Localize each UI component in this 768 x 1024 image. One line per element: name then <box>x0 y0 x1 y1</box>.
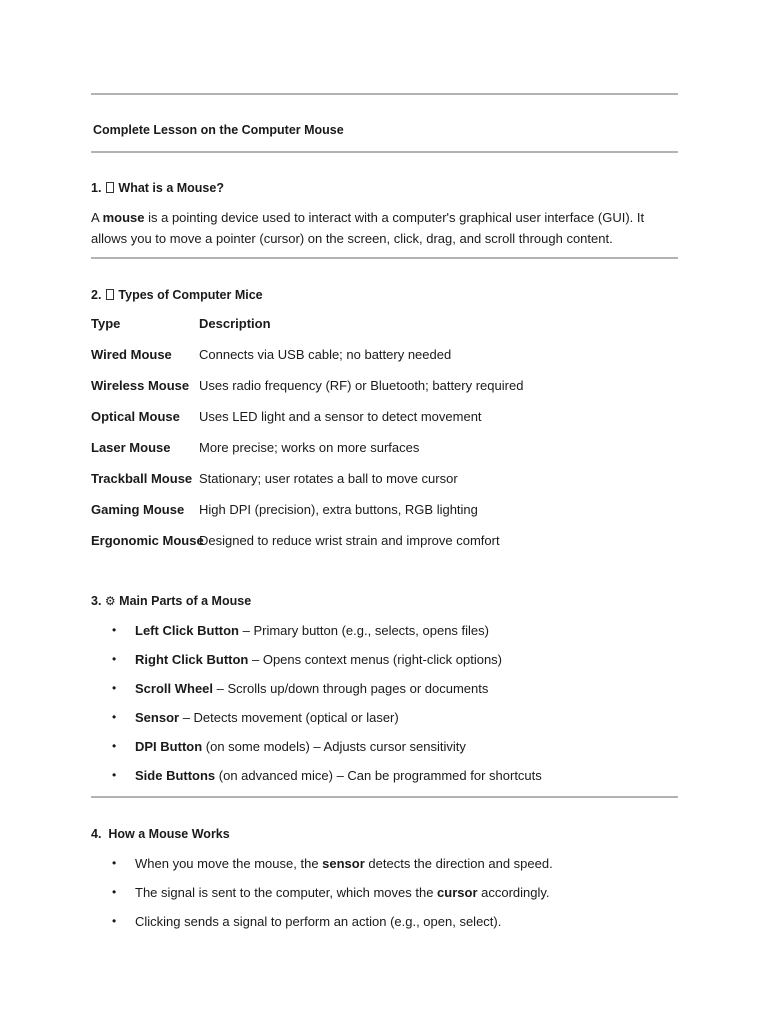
mouse-types-table <box>91 314 678 562</box>
list-item-text: – Scrolls up/down through pages or documents <box>213 681 489 696</box>
table-cell-description: High DPI (precision), extra buttons, RGB lighting <box>199 502 478 517</box>
how-it-works-list <box>91 856 678 943</box>
list-item <box>91 623 678 652</box>
section-1-heading <box>91 181 224 195</box>
column-header-description: Description <box>199 316 271 331</box>
list-item <box>91 739 678 768</box>
section-2-title: Types of Computer Mice <box>118 288 263 302</box>
table-row <box>91 438 678 469</box>
list-item <box>91 681 678 710</box>
table-row <box>91 500 678 531</box>
list-item <box>91 768 678 797</box>
list-item-text: (on some models) – Adjusts cursor sensitivity <box>202 739 466 754</box>
list-item-text: The signal is sent to the computer, which moves the <box>135 885 438 900</box>
list-item-term: cursor <box>437 885 478 900</box>
document-title: Complete Lesson on the Computer Mouse <box>93 123 344 137</box>
bullet-icon: • <box>112 914 117 928</box>
table-row <box>91 407 678 438</box>
table-row <box>91 376 678 407</box>
bullet-icon: • <box>112 885 117 899</box>
section-3-title: Main Parts of a Mouse <box>119 594 252 608</box>
table-row <box>91 531 678 562</box>
list-item-text: – Primary button (e.g., selects, opens files) <box>239 623 489 638</box>
bullet-icon: • <box>112 768 117 782</box>
bullet-icon: • <box>112 710 117 724</box>
list-item-text: – Detects movement (optical or laser) <box>179 710 399 725</box>
list-item <box>91 856 678 885</box>
paragraph-text: A <box>91 210 103 225</box>
table-cell-description: Stationary; user rotates a ball to move cursor <box>199 471 458 486</box>
column-header-type: Type <box>91 316 121 331</box>
table-cell-type: Trackball Mouse <box>91 471 193 486</box>
table-header-row <box>91 314 678 345</box>
paragraph-bold-term: mouse <box>102 210 145 225</box>
table-cell-type: Laser Mouse <box>91 440 171 455</box>
list-item <box>91 710 678 739</box>
table-cell-type: Wired Mouse <box>91 347 172 362</box>
list-item-term: sensor <box>322 856 365 871</box>
bullet-icon: • <box>112 856 117 870</box>
bullet-icon: • <box>112 652 117 666</box>
list-item-term: Right Click Button <box>135 652 249 667</box>
gear-icon: ⚙ <box>104 594 116 608</box>
bullet-icon: • <box>112 681 117 695</box>
section-2-heading <box>91 288 263 302</box>
bullet-icon: • <box>112 739 117 753</box>
list-item-text: detects the direction and speed. <box>364 856 553 871</box>
table-cell-description: Designed to reduce wrist strain and improve comfort <box>199 533 500 548</box>
section-4-number: 4. <box>91 827 102 841</box>
list-item-term: Scroll Wheel <box>135 681 214 696</box>
table-row <box>91 469 678 500</box>
section-4-title: How a Mouse Works <box>108 827 230 841</box>
list-item <box>91 885 678 914</box>
list-item-text: accordingly. <box>477 885 550 900</box>
horizontal-rule <box>91 93 678 95</box>
section-1-title: What is a Mouse? <box>118 181 224 195</box>
table-cell-description: Uses LED light and a sensor to detect movement <box>199 409 482 424</box>
section-3-number: 3. <box>91 594 102 608</box>
table-cell-type: Ergonomic Mouse <box>91 533 204 548</box>
missing-glyph-icon <box>106 289 114 300</box>
list-item-text: When you move the mouse, the <box>135 856 323 871</box>
table-cell-type: Optical Mouse <box>91 409 180 424</box>
bullet-icon: • <box>112 623 117 637</box>
table-cell-description: Connects via USB cable; no battery needed <box>199 347 452 362</box>
section-3-heading <box>91 594 251 608</box>
table-cell-description: More precise; works on more surfaces <box>199 440 420 455</box>
list-item-text: – Opens context menus (right-click options) <box>248 652 502 667</box>
table-cell-type: Gaming Mouse <box>91 502 185 517</box>
list-item <box>91 914 678 943</box>
list-item-term: DPI Button <box>135 739 203 754</box>
paragraph-text: is a pointing device used to interact with a computer's graphical user interface (GUI). It allows you to move a pointer (cursor) on the screen, click, drag, and scroll through content. <box>91 210 645 246</box>
table-row <box>91 345 678 376</box>
missing-glyph-icon <box>106 182 114 193</box>
section-1-paragraph <box>91 208 678 249</box>
list-item-text: (on advanced mice) – Can be programmed for shortcuts <box>215 768 542 783</box>
horizontal-rule <box>91 257 678 259</box>
section-1-number: 1. <box>91 181 102 195</box>
list-item-text: Clicking sends a signal to perform an action (e.g., open, select). <box>135 914 502 929</box>
list-item-term: Sensor <box>135 710 180 725</box>
list-item-term: Side Buttons <box>135 768 216 783</box>
section-2-number: 2. <box>91 288 102 302</box>
list-item-term: Left Click Button <box>135 623 239 638</box>
table-cell-description: Uses radio frequency (RF) or Bluetooth; battery required <box>199 378 524 393</box>
horizontal-rule <box>91 796 678 798</box>
table-cell-type: Wireless Mouse <box>91 378 190 393</box>
horizontal-rule <box>91 151 678 153</box>
list-item <box>91 652 678 681</box>
mouse-parts-list <box>91 623 678 797</box>
section-4-heading <box>91 827 230 841</box>
